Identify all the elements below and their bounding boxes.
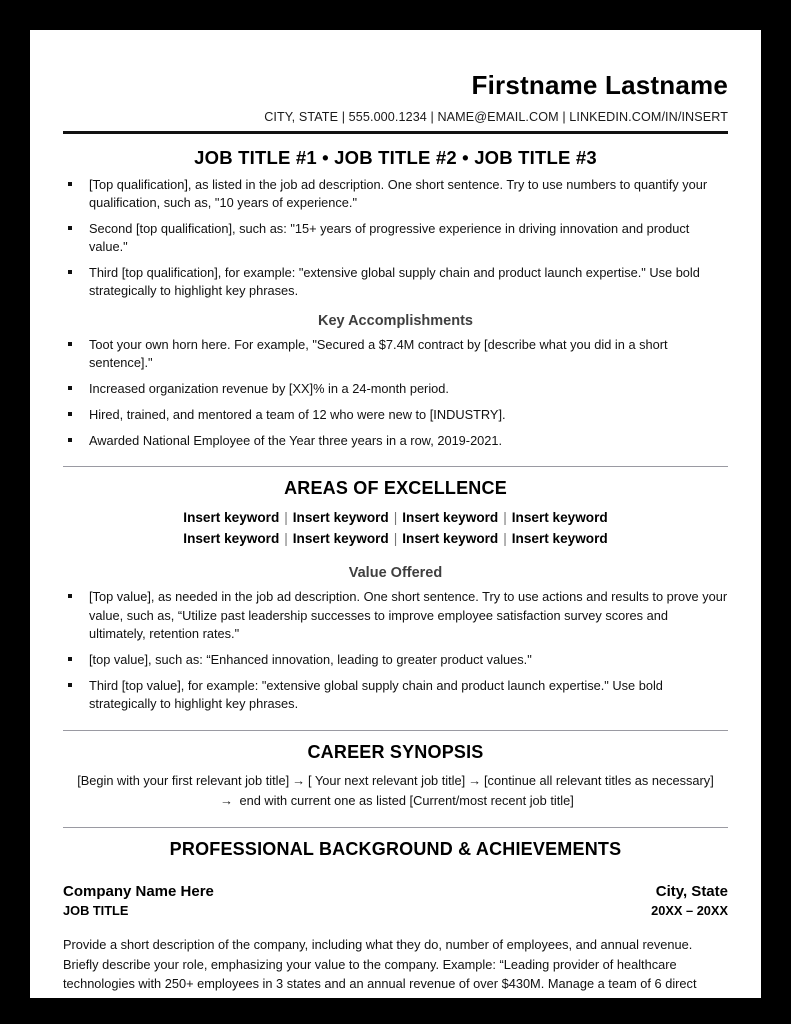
keyword: Insert keyword — [292, 531, 389, 547]
company-location: City, State — [655, 882, 728, 900]
keyword: Insert keyword — [183, 510, 280, 526]
resume-page — [30, 30, 761, 998]
square-bullet-icon — [68, 683, 72, 687]
keyword-row — [63, 507, 728, 528]
square-bullet-icon — [68, 386, 72, 390]
keyword: Insert keyword — [402, 510, 499, 526]
list-item-text: Increased organization revenue by [XX]% in a 24-month period. — [89, 380, 449, 396]
keyword-separator: | — [393, 510, 398, 526]
list-item — [63, 651, 728, 669]
list-item — [63, 432, 728, 450]
list-item-text: [Top qualification], as listed in the job ad description. One short sentence. Try to use numbers to quantify your qualification, such as, "10 years of experience." — [89, 176, 708, 210]
square-bullet-icon — [68, 412, 72, 416]
list-item — [63, 176, 728, 212]
synopsis-title-3: [continue all relevant titles as necessary] — [484, 773, 714, 789]
list-item — [63, 588, 728, 642]
value-offered-list — [63, 588, 728, 713]
square-bullet-icon — [68, 226, 72, 230]
list-item-text: Toot your own horn here. For example, "Secured a $7.4M contract by [describe what you did in a short sentence]." — [89, 336, 668, 370]
square-bullet-icon — [68, 342, 72, 346]
square-bullet-icon — [68, 594, 72, 598]
job-title: JOB TITLE — [63, 902, 129, 918]
list-item — [63, 264, 728, 300]
list-item — [63, 336, 728, 372]
job-titles-heading: JOB TITLE #1 • JOB TITLE #2 • JOB TITLE #3 — [194, 146, 597, 168]
arrow-right-icon: → — [468, 773, 481, 789]
key-accomplishments-heading: Key Accomplishments — [318, 312, 473, 329]
keyword-row — [63, 528, 728, 549]
list-item-text: Second [top qualification], such as: "15+ years of progressive experience in driving innovation and product value." — [89, 220, 690, 255]
list-item — [63, 677, 728, 713]
keyword: Insert keyword — [511, 531, 608, 547]
professional-background-heading: PROFESSIONAL BACKGROUND & ACHIEVEMENTS — [169, 838, 622, 859]
square-bullet-icon — [68, 270, 72, 274]
experience-title-row — [63, 903, 728, 918]
employment-dates: 20XX – 20XX — [651, 902, 728, 918]
contact-line: CITY, STATE | 555.000.1234 | NAME@EMAIL.COM | LINKEDIN.COM/IN/INSERT — [264, 109, 728, 124]
keyword-separator: | — [284, 510, 288, 526]
square-bullet-icon — [68, 438, 72, 442]
keyword: Insert keyword — [292, 510, 389, 526]
list-item-text: [Top value], as needed in the job ad description. One short sentence. Try to use actions and results to prove your value, such as, “Utilize past leadership successes to improve employee satisfaction survey scores and ultimately, retention rates." — [89, 589, 728, 641]
list-item — [63, 380, 728, 398]
arrow-right-icon: → — [292, 773, 305, 789]
keyword: Insert keyword — [402, 531, 499, 547]
arrow-right-icon: → — [220, 792, 233, 808]
keyword-separator: | — [503, 510, 507, 526]
company-description: Provide a short description of the company, including what they do, number of employees, and annual revenue. Briefly describe your role, emphasizing your value to the company. Example: “Leading provider of healthcare technologies with 250+ employees in 3 states and an annual revenue of over $430M. Manage a team of 6 direct — [63, 936, 697, 992]
keyword: Insert keyword — [183, 531, 280, 547]
key-accomplishments-list — [63, 336, 728, 451]
company-name: Company Name Here — [63, 882, 214, 900]
square-bullet-icon — [68, 182, 72, 186]
keyword-separator: | — [393, 531, 398, 547]
list-item-text: [top value], such as: “Enhanced innovation, leading to greater product values." — [89, 651, 532, 667]
list-item-text: Third [top value], for example: "extensive global supply chain and product launch expertise." Use bold strategically to highlight key phrases. — [89, 678, 663, 712]
keyword: Insert keyword — [511, 510, 608, 526]
list-item-text: Hired, trained, and mentored a team of 12 who were new to [INDUSTRY]. — [89, 407, 506, 422]
list-item — [63, 220, 728, 256]
square-bullet-icon — [68, 657, 72, 661]
value-offered-heading: Value Offered — [348, 565, 443, 582]
experience-company-row — [63, 883, 728, 900]
qualifications-list — [63, 176, 728, 301]
career-synopsis-heading: CAREER SYNOPSIS — [307, 742, 484, 763]
synopsis-title-1: [Begin with your first relevant job title] — [77, 773, 290, 789]
career-synopsis-line-2 — [63, 791, 728, 810]
list-item-text: Third [top qualification], for example: "extensive global supply chain and product launch expertise." Use bold strategically to highlight key phrases. — [89, 265, 700, 299]
list-item-text: Awarded National Employee of the Year three years in a row, 2019-2021. — [89, 433, 503, 449]
synopsis-title-2: [ Your next relevant job title] — [307, 773, 466, 789]
keyword-separator: | — [284, 531, 288, 547]
synopsis-title-4: end with current one as listed [Current/most recent job title] — [239, 792, 574, 808]
areas-of-excellence-heading: AREAS OF EXCELLENCE — [284, 478, 507, 499]
keyword-separator: | — [503, 531, 507, 547]
page-title: Firstname Lastname — [471, 70, 728, 100]
career-synopsis-line-1 — [63, 771, 728, 790]
list-item — [63, 406, 728, 424]
